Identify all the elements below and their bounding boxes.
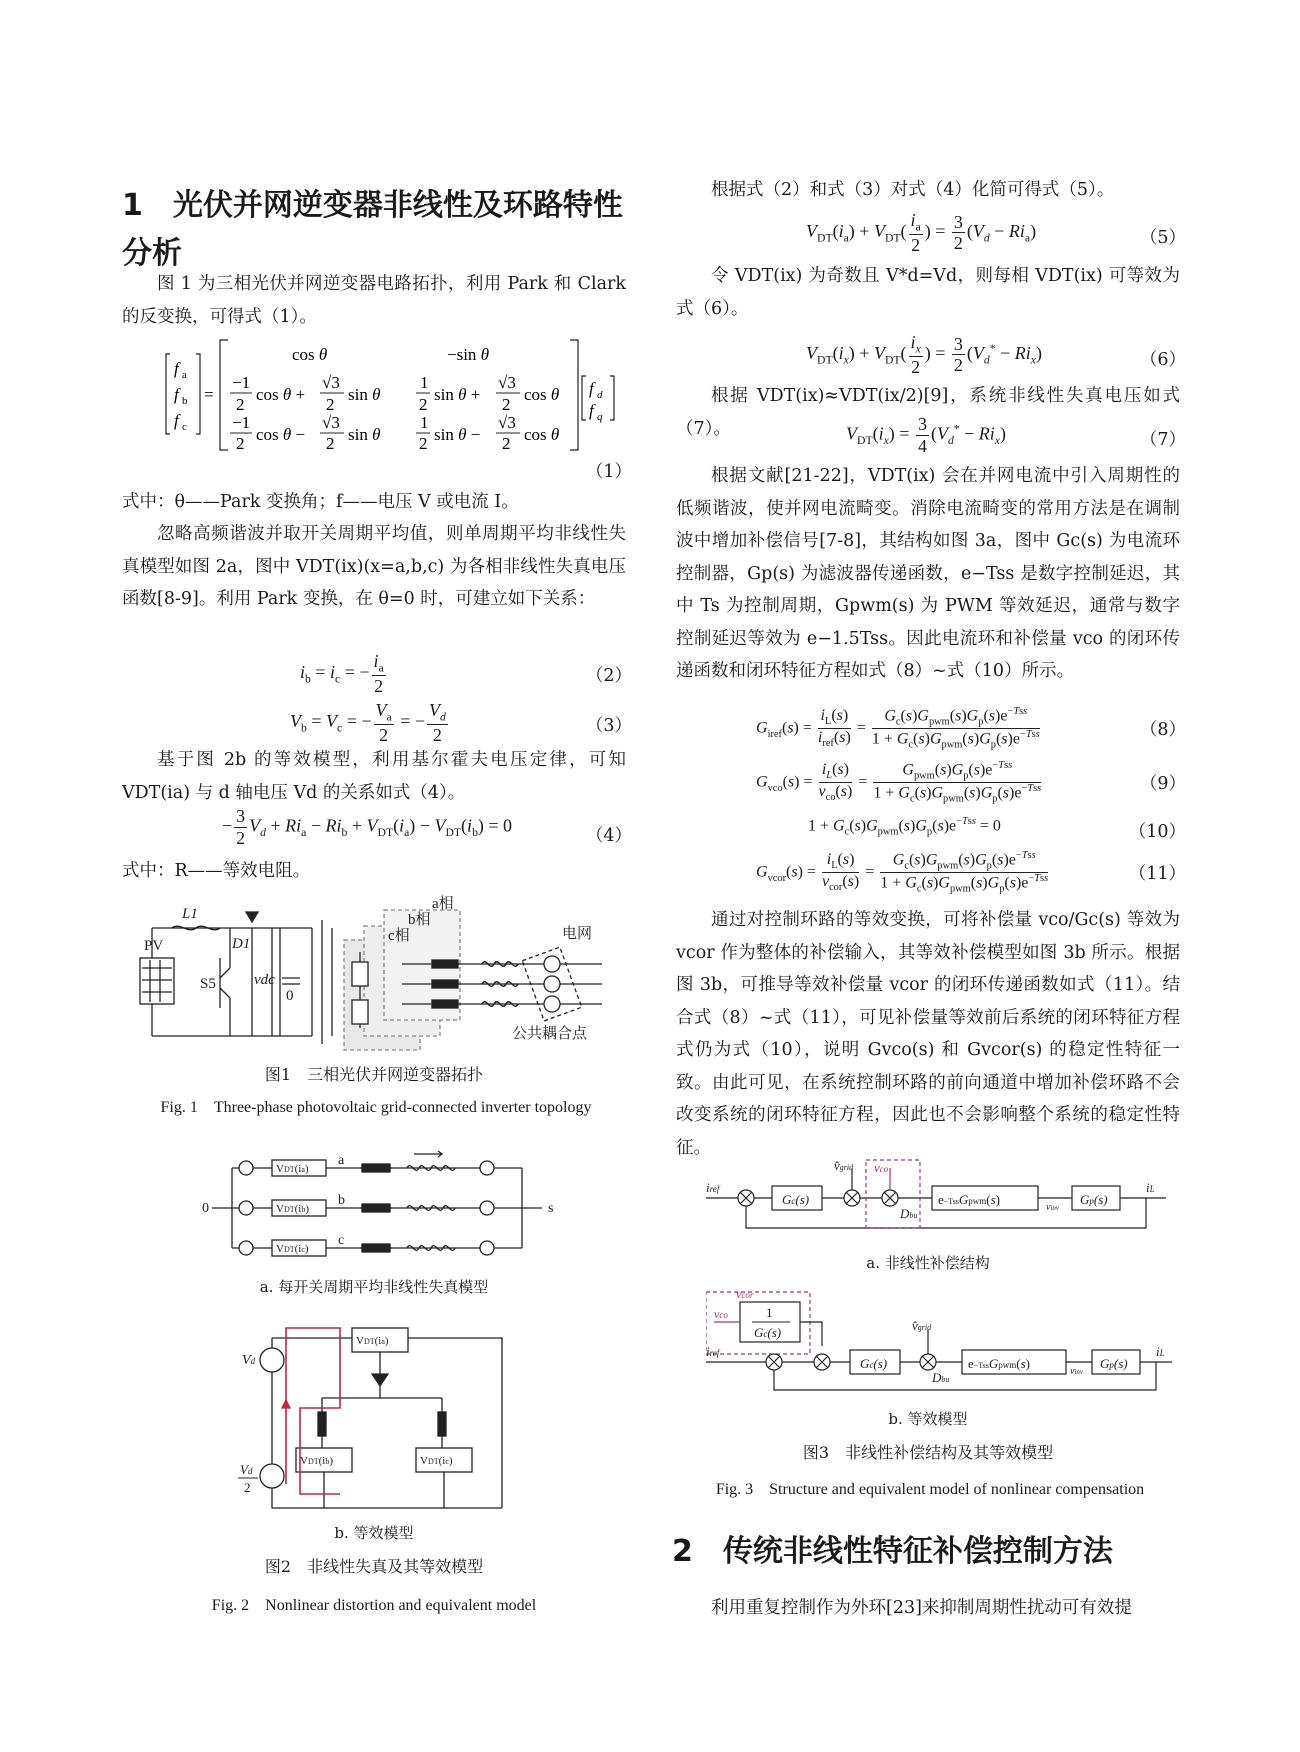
figure-2-caption-en: Fig. 2 Nonlinear distortion and equivalent model — [211, 1597, 537, 1614]
svg-text:iL: iL — [1146, 1180, 1155, 1195]
svg-text:e−TssGpwm(s): e−TssGpwm(s) — [968, 1356, 1030, 1371]
svg-text:iL: iL — [1156, 1344, 1165, 1359]
svg-text:2: 2 — [502, 434, 511, 453]
svg-text:Gc(s): Gc(s) — [860, 1356, 888, 1371]
svg-text:c: c — [338, 1233, 345, 1248]
svg-text:VDT(ib): VDT(ib) — [300, 1455, 334, 1467]
pv-label: PV — [144, 938, 164, 954]
equation-number: （9） — [1139, 774, 1186, 794]
svg-text:√3: √3 — [322, 413, 340, 432]
figure-2a-subcaption: a. 每开关周期平均非线性失真模型 — [259, 1278, 489, 1296]
svg-text:cos θ +: cos θ + — [256, 385, 306, 404]
svg-text:sin θ: sin θ — [348, 385, 381, 404]
equation-2: $i_b = i_c$ = − $\frac{i_a}{2}$ — [300, 651, 384, 697]
svg-text:v̂grid: v̂grid — [834, 1158, 854, 1173]
figure-1-topology — [132, 888, 622, 1056]
figure-2b-equivalent — [232, 1308, 522, 1518]
equation-7: $V_{DT}(i_x)$ = $\frac{3}{4}$ $(V_d^* - Ri_x)$ — [846, 414, 1006, 456]
figure-3-caption: 图3 非线性补偿结构及其等效模型 — [802, 1443, 1054, 1462]
figure-1-caption: 图1 三相光伏并网逆变器拓扑 — [264, 1065, 484, 1084]
figure-2b-subcaption: b. 等效模型 — [334, 1524, 414, 1542]
svg-text:vinv: vinv — [1046, 1202, 1060, 1213]
svg-text:VDT(ib): VDT(ib) — [276, 1203, 310, 1215]
svg-text:−1: −1 — [232, 373, 251, 392]
paragraph: 利用重复控制作为外环[23]来抑制周期性扰动可有效提 — [711, 1598, 1132, 1618]
svg-text:vcor: vcor — [736, 1290, 754, 1301]
svg-text:vinv: vinv — [1070, 1366, 1084, 1377]
svg-text:iref: iref — [706, 1180, 720, 1195]
paragraph: 根据文献[21-22]，VDT(ix) 会在并网电流中引入周期性的低频谐波，使并网电流畸变。消除电流畸变的常用方法是在调制波中增加补偿信号[7-8]，其结构如图 3a，图中 Gc(s) 为电流环控制器，Gp(s) 为滤波器传递函数，e−Tss 是数字控制延迟，其中 Ts 为控制周期，Gpwm(s) 为 PWM 等效延迟，通常与数字控制延迟等效为 e−1.5Tss。因此电流环和补偿量 vco 的闭环传递函数和闭环特征方程如式（8）~式（10）所示。 — [676, 466, 1180, 681]
equation-5: $V_{DT}(i_a) + V_{DT}$( $\frac{i_a}{2}$ ) = $\frac{3}{2}$ $(V_d - Ri_a)$ — [806, 210, 1037, 256]
svg-text:Dbu: Dbu — [900, 1206, 918, 1221]
equation-3: $V_b = V_c$ = − $\frac{V_a}{2}$ = − $\frac{V_d}{2}$ — [290, 700, 446, 746]
svg-text:Vd: Vd — [240, 1462, 253, 1477]
svg-text:a相: a相 — [432, 896, 454, 912]
svg-text:电网: 电网 — [562, 926, 593, 942]
figure-3b-subcaption: b. 等效模型 — [888, 1410, 968, 1428]
svg-text:cos θ −: cos θ − — [256, 425, 306, 444]
equation-9: $G_{vco}(s)$ = $\frac{i_L(s)}{v_{co}(s)}$ = $\frac{G_{pwm}(s)G_p(s)e^{-Tss}}{1 + G_c(s)G_{pwm}(s)G_p(s)e^{-Tss}}$ — [756, 760, 1042, 805]
svg-text:√3: √3 — [498, 373, 516, 392]
svg-text:vdc: vdc — [254, 972, 275, 988]
figure-3a-subcaption: a. 非线性补偿结构 — [866, 1254, 990, 1272]
equation-number: （8） — [1139, 720, 1186, 740]
svg-text:b: b — [182, 395, 188, 407]
svg-text:a: a — [182, 369, 187, 381]
paragraph: 式中：θ——Park 变换角；f——电压 V 或电流 I。 — [122, 492, 519, 512]
svg-text:vco: vco — [714, 1307, 728, 1321]
svg-text:S5: S5 — [200, 976, 216, 992]
svg-text:f: f — [174, 385, 179, 404]
svg-text:公共耦合点: 公共耦合点 — [512, 1026, 588, 1042]
svg-text:D1: D1 — [232, 936, 251, 952]
svg-text:f: f — [589, 379, 594, 398]
equation-number: （7） — [1139, 430, 1186, 450]
svg-text:L1: L1 — [182, 906, 198, 922]
svg-text:b: b — [338, 1193, 345, 1208]
svg-text:sin θ: sin θ — [348, 425, 381, 444]
paragraph: 基于图 2b 的等效模型，利用基尔霍夫电压定律，可知 VDT(ia) 与 d 轴电压 Vd 的关系如式（4）。 — [122, 750, 626, 803]
svg-text:f: f — [589, 401, 594, 420]
equation-number: （3） — [585, 716, 632, 736]
svg-text:VDT(ic): VDT(ic) — [420, 1455, 453, 1467]
equation-number: （6） — [1139, 350, 1186, 370]
svg-text:0: 0 — [202, 1201, 209, 1216]
paragraph: 图 1 为三相光伏并网逆变器电路拓扑，利用 Park 和 Clark 的反变换，可得式（1）。 — [122, 274, 626, 327]
equation-1 — [162, 334, 632, 459]
figure-3b-block-diagram — [706, 1290, 1176, 1400]
svg-text:cos θ: cos θ — [524, 385, 560, 404]
equation-11: $G_{vcor}(s)$ = $\frac{i_L(s)}{v_{cor}(s)}$ = $\frac{G_c(s)G_{pwm}(s)G_p(s)e^{-Tss}}{1 + G_c(s)G_{pwm}(s)G_p(s)e^{-Tss}}$ — [756, 850, 1049, 895]
figure-2a-model — [202, 1148, 582, 1270]
svg-text:b相: b相 — [408, 912, 431, 928]
svg-text:sin θ −: sin θ − — [434, 425, 481, 444]
svg-text:cos θ: cos θ — [292, 345, 328, 364]
paragraph: 根据式（2）和式（3）对式（4）化简可得式（5）。 — [711, 180, 1115, 200]
svg-text:=: = — [204, 385, 214, 404]
section-2-heading: 2 传统非线性特征补偿控制方法 — [672, 1534, 1113, 1569]
svg-text:Gc(s): Gc(s) — [782, 1192, 810, 1207]
svg-text:d: d — [597, 389, 603, 401]
svg-text:Gp(s): Gp(s) — [1100, 1356, 1128, 1371]
svg-text:1: 1 — [420, 373, 429, 392]
equation-number: （10） — [1128, 822, 1186, 842]
svg-text:VDT(ia): VDT(ia) — [356, 1335, 389, 1347]
svg-text:2: 2 — [502, 395, 511, 414]
equation-number: （4） — [585, 826, 632, 846]
paragraph: 令 VDT(ix) 为奇数且 V*d=Vd，则每相 VDT(ix) 可等效为式（6）。 — [676, 266, 1180, 319]
svg-text:c: c — [182, 421, 187, 433]
paragraph: 根据 VDT(ix)≈VDT(ix/2)[9]，系统非线性失真电压如式（7）。 — [676, 386, 1180, 439]
svg-text:0: 0 — [286, 988, 294, 1004]
svg-text:VDT(ia): VDT(ia) — [276, 1163, 309, 1175]
svg-text:√3: √3 — [498, 413, 516, 432]
paragraph: 通过对控制环路的等效变换，可将补偿量 vco/Gc(s) 等效为 vcor 作为整体的补偿输入，其等效补偿模型如图 3b 所示。根据图 3b，可推导等效补偿量 vcor 的闭环传递函数如式（11）。结合式（8）~式（11），可见补偿量等效前后系统的闭环特征方程式仍为式（10），说明 Gvco(s) 和 Gvcor(s) 的稳定性特征一致。由此可见，在系统控制环路的前向通道中增加补偿环路不会改变系统的闭环特征方程，因此也不会影响整个系统的稳定性特征。 — [676, 910, 1180, 1158]
equation-10: $1 + G_c(s)G_{pwm}(s)G_p(s)e^{-Tss} = 0$ — [808, 816, 1001, 838]
figure-1-caption-en: Fig. 1 Three-phase photovoltaic grid-connected inverter topology — [160, 1099, 592, 1116]
svg-text:c相: c相 — [388, 928, 410, 944]
equation-number: （2） — [585, 666, 632, 686]
svg-text:−sin θ: −sin θ — [447, 345, 490, 364]
equation-number: （1） — [585, 462, 632, 482]
svg-text:−1: −1 — [232, 413, 251, 432]
equation-number: （11） — [1128, 864, 1186, 884]
svg-text:2: 2 — [419, 395, 428, 414]
equation-4: − $\frac{3}{2}$ $V_d + Ri_a - Ri_b + V_{DT}(i_a) - V_{DT}(i_b) = 0$ — [222, 806, 513, 848]
svg-text:√3: √3 — [322, 373, 340, 392]
svg-text:Vd: Vd — [242, 1353, 256, 1368]
svg-text:2: 2 — [326, 434, 335, 453]
svg-text:q: q — [597, 411, 603, 423]
svg-text:2: 2 — [326, 395, 335, 414]
svg-text:2: 2 — [244, 1480, 251, 1495]
svg-text:s: s — [548, 1201, 554, 1216]
svg-text:Gc(s): Gc(s) — [754, 1325, 782, 1340]
svg-text:VDT(ic): VDT(ic) — [276, 1243, 309, 1255]
section-1-heading: 1 光伏并网逆变器非线性及环路特性 分析 — [122, 188, 623, 271]
svg-text:sin θ +: sin θ + — [434, 385, 481, 404]
svg-text:2: 2 — [419, 434, 428, 453]
svg-text:Dbu: Dbu — [932, 1370, 950, 1385]
figure-3a-block-diagram — [706, 1158, 1176, 1238]
equation-6: $V_{DT}(i_x) + V_{DT}$( $\frac{i_x}{2}$ ) = $\frac{3}{2}$ $(V_d^* - Ri_x)$ — [806, 332, 1042, 378]
equation-number: （5） — [1139, 228, 1186, 248]
svg-text:f: f — [174, 411, 179, 430]
svg-text:v̂grid: v̂grid — [912, 1318, 932, 1333]
svg-text:cos θ: cos θ — [524, 425, 560, 444]
figure-2-caption: 图2 非线性失真及其等效模型 — [264, 1557, 484, 1576]
svg-text:1: 1 — [420, 413, 429, 432]
svg-text:2: 2 — [236, 395, 245, 414]
svg-text:f: f — [174, 359, 179, 378]
svg-text:vco: vco — [874, 1160, 889, 1175]
equation-8: $G_{iref}(s)$ = $\frac{i_L(s)}{i_{ref}(s)}$ = $\frac{G_c(s)G_{pwm}(s)G_p(s)e^{-Tss}}{1 + G_c(s)G_{pwm}(s)G_p(s)e^{-Tss}}$ — [756, 706, 1040, 751]
svg-text:iref: iref — [706, 1344, 720, 1359]
svg-text:2: 2 — [236, 434, 245, 453]
figure-3-caption-en: Fig. 3 Structure and equivalent model of nonlinear compensation — [715, 1481, 1145, 1498]
svg-text:Gp(s): Gp(s) — [1080, 1192, 1108, 1207]
paragraph: 忽略高频谐波并取开关周期平均值，则单周期平均非线性失真模型如图 2a，图中 VDT(ix)(x=a,b,c) 为各相非线性失真电压函数[8-9]。利用 Park 变换，在 θ=0 时，可建立如下关系： — [122, 524, 626, 609]
paragraph: 式中：R——等效电阻。 — [122, 861, 311, 881]
svg-text:1: 1 — [766, 1305, 773, 1320]
svg-text:e−TssGpwm(s): e−TssGpwm(s) — [938, 1192, 1000, 1207]
svg-text:a: a — [338, 1153, 345, 1168]
